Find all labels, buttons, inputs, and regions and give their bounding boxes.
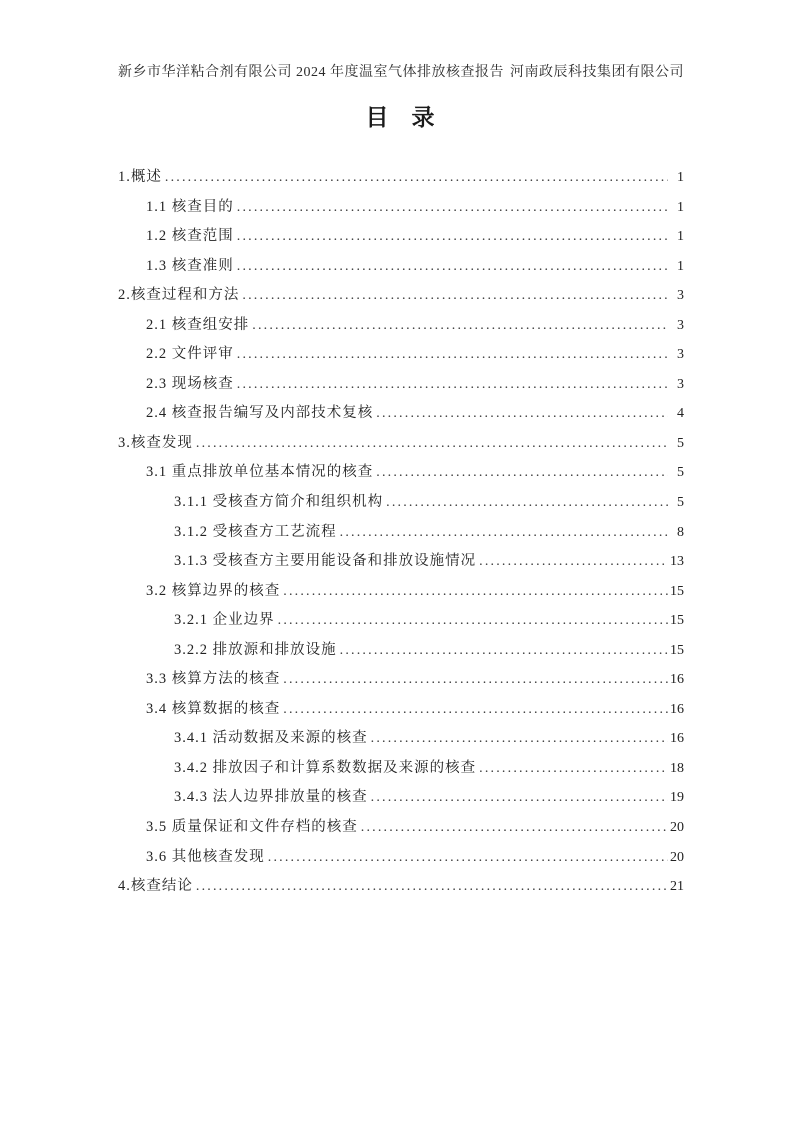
toc-entry[interactable] bbox=[118, 458, 684, 488]
toc-entry-label: 3.1.3 受核查方主要用能设备和排放设施情况 bbox=[174, 553, 477, 570]
page-title: 目 录 bbox=[365, 105, 435, 130]
toc-entry-label: 2.2 文件评审 bbox=[146, 346, 234, 363]
toc-page-number: 20 bbox=[670, 820, 684, 836]
toc-entry-label: 1.3 核查准则 bbox=[146, 257, 234, 274]
toc-entry-label: 3.3 核算方法的核查 bbox=[146, 671, 281, 688]
toc-page-number: 8 bbox=[677, 524, 684, 540]
toc-dot-leader bbox=[376, 458, 668, 488]
toc-entry[interactable] bbox=[118, 429, 684, 459]
toc-dot-leader bbox=[479, 754, 668, 784]
toc-dot-leader bbox=[242, 281, 668, 311]
toc-entry-label: 3.1.2 受核查方工艺流程 bbox=[174, 523, 337, 540]
toc-entry[interactable] bbox=[118, 695, 684, 725]
toc-entry[interactable] bbox=[118, 843, 684, 873]
toc-dot-leader bbox=[386, 488, 668, 518]
toc-entry[interactable] bbox=[118, 222, 684, 252]
toc-entry[interactable] bbox=[118, 783, 684, 813]
toc-page-number: 1 bbox=[677, 170, 684, 185]
toc-page-number: 5 bbox=[677, 495, 684, 511]
toc-entry[interactable] bbox=[118, 636, 684, 666]
toc-entry-label: 1.概述 bbox=[118, 169, 162, 185]
toc-entry-label: 3.2 核算边界的核查 bbox=[146, 582, 281, 599]
toc-entry[interactable] bbox=[118, 813, 684, 843]
toc-page-number: 3 bbox=[677, 317, 684, 333]
toc-entry[interactable] bbox=[118, 399, 684, 429]
toc-page-number: 20 bbox=[670, 849, 684, 865]
header-left-text: 新乡市华洋粘合剂有限公司 2024 年度温室气体排放核查报告 bbox=[118, 65, 504, 80]
toc-entry-label: 3.2.1 企业边界 bbox=[174, 612, 275, 629]
toc-page-number: 1 bbox=[677, 199, 684, 215]
toc-page-number: 13 bbox=[670, 554, 684, 570]
toc-dot-leader bbox=[237, 340, 668, 370]
toc-entry-label: 3.4.2 排放因子和计算系数数据及来源的核查 bbox=[174, 759, 477, 776]
toc-entry-label: 3.核查发现 bbox=[118, 434, 193, 451]
toc-entry[interactable] bbox=[118, 665, 684, 695]
toc-page-number: 15 bbox=[670, 642, 684, 658]
toc-dot-leader bbox=[196, 429, 668, 459]
toc-entry[interactable] bbox=[118, 311, 684, 341]
toc-page-number: 19 bbox=[670, 790, 684, 806]
toc-entry[interactable] bbox=[118, 724, 684, 754]
toc-dot-leader bbox=[237, 193, 668, 223]
toc-dot-leader bbox=[278, 606, 668, 636]
toc-page-number: 16 bbox=[670, 731, 684, 747]
toc-entry[interactable] bbox=[118, 518, 684, 548]
toc-dot-leader bbox=[283, 665, 668, 695]
toc-page-number: 3 bbox=[677, 288, 684, 304]
toc-dot-leader bbox=[340, 636, 668, 666]
toc-entry[interactable] bbox=[118, 193, 684, 223]
toc-page-number: 15 bbox=[670, 583, 684, 599]
toc-dot-leader bbox=[371, 724, 668, 754]
toc-dot-leader bbox=[268, 843, 668, 873]
toc-entry-label: 3.5 质量保证和文件存档的核查 bbox=[146, 819, 358, 836]
toc-page-number: 3 bbox=[677, 347, 684, 363]
toc-entry-label: 3.1.1 受核查方简介和组织机构 bbox=[174, 494, 384, 511]
toc-dot-leader bbox=[196, 872, 668, 902]
toc-dot-leader bbox=[361, 813, 668, 843]
toc-entry[interactable] bbox=[118, 370, 684, 400]
toc-entry-label: 4.核查结论 bbox=[118, 878, 193, 895]
toc-entry-label: 2.4 核查报告编写及内部技术复核 bbox=[146, 405, 374, 422]
toc-dot-leader bbox=[237, 222, 668, 252]
toc-entry[interactable] bbox=[118, 163, 684, 193]
toc-page-number: 18 bbox=[670, 760, 684, 776]
toc-page-number: 15 bbox=[670, 613, 684, 629]
table-of-contents bbox=[118, 163, 684, 902]
toc-entry-label: 2.核查过程和方法 bbox=[118, 287, 240, 304]
toc-entry-label: 3.4.1 活动数据及来源的核查 bbox=[174, 730, 368, 747]
toc-entry[interactable] bbox=[118, 754, 684, 784]
toc-page-number: 5 bbox=[677, 465, 684, 481]
toc-entry[interactable] bbox=[118, 547, 684, 577]
toc-dot-leader bbox=[340, 518, 668, 548]
toc-dot-leader bbox=[376, 399, 668, 429]
toc-page-number: 21 bbox=[670, 879, 684, 895]
toc-dot-leader bbox=[283, 577, 668, 607]
toc-page-number: 16 bbox=[670, 672, 684, 688]
toc-entry-label: 2.3 现场核查 bbox=[146, 375, 234, 392]
toc-page-number: 4 bbox=[677, 406, 684, 422]
toc-entry-label: 3.2.2 排放源和排放设施 bbox=[174, 641, 337, 658]
toc-entry[interactable] bbox=[118, 606, 684, 636]
header-right-text: 河南政辰科技集团有限公司 bbox=[510, 65, 684, 80]
toc-dot-leader bbox=[237, 252, 668, 282]
toc-entry[interactable] bbox=[118, 340, 684, 370]
toc-page-number: 16 bbox=[670, 701, 684, 717]
toc-dot-leader bbox=[283, 695, 668, 725]
toc-entry[interactable] bbox=[118, 252, 684, 282]
toc-page-number: 5 bbox=[677, 435, 684, 451]
toc-entry-label: 1.1 核查目的 bbox=[146, 198, 234, 215]
toc-page-number: 1 bbox=[677, 229, 684, 245]
page-header bbox=[118, 61, 684, 81]
toc-entry-label: 2.1 核查组安排 bbox=[146, 316, 250, 333]
toc-dot-leader bbox=[371, 783, 668, 813]
toc-entry-label: 1.2 核查范围 bbox=[146, 228, 234, 245]
toc-dot-leader bbox=[237, 370, 668, 400]
toc-entry-label: 3.4 核算数据的核查 bbox=[146, 700, 281, 717]
toc-dot-leader bbox=[252, 311, 668, 341]
toc-page-number: 1 bbox=[677, 258, 684, 274]
toc-entry-label: 3.6 其他核查发现 bbox=[146, 848, 265, 865]
toc-entry-label: 3.4.3 法人边界排放量的核查 bbox=[174, 789, 368, 806]
toc-page-number: 3 bbox=[677, 376, 684, 392]
toc-entry-label: 3.1 重点排放单位基本情况的核查 bbox=[146, 464, 374, 481]
toc-dot-leader bbox=[165, 163, 668, 193]
toc-entry[interactable] bbox=[118, 577, 684, 607]
toc-dot-leader bbox=[479, 547, 668, 577]
toc-entry[interactable] bbox=[118, 488, 684, 518]
toc-entry[interactable] bbox=[118, 872, 684, 902]
toc-entry[interactable] bbox=[118, 281, 684, 311]
